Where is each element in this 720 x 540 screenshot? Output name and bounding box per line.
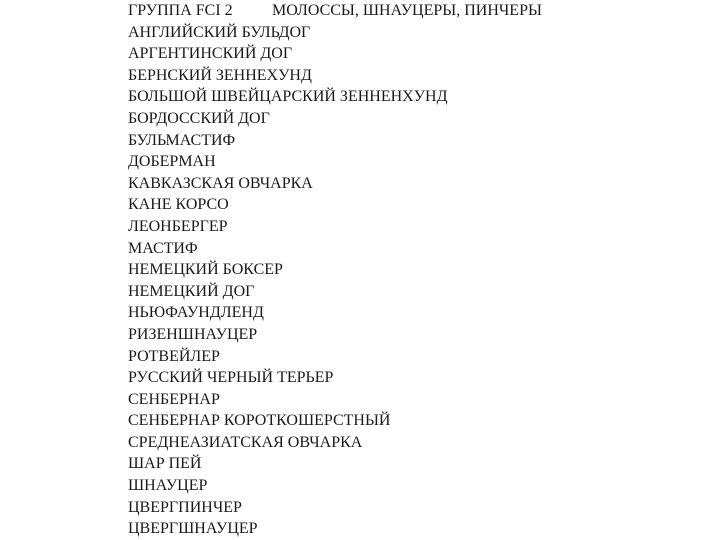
breed-item: СЕНБЕРНАР КОРОТКОШЕРСТНЫЙ bbox=[128, 412, 391, 430]
document-page bbox=[128, 0, 720, 540]
breed-list bbox=[128, 22, 720, 540]
breed-item: НЕМЕЦКИЙ БОКСЕР bbox=[128, 261, 283, 279]
breed-item: БОЛЬШОЙ ШВЕЙЦАРСКИЙ ЗЕННЕНХУНД bbox=[128, 88, 448, 106]
breed-item: ШНАУЦЕР bbox=[128, 477, 208, 495]
breed-item: РУССКИЙ ЧЕРНЫЙ ТЕРЬЕР bbox=[128, 369, 334, 387]
group-title: МОЛОССЫ, ШНАУЦЕРЫ, ПИНЧЕРЫ bbox=[272, 2, 542, 19]
breed-item: ДОБЕРМАН bbox=[128, 153, 216, 171]
breed-item: РОТВЕЙЛЕР bbox=[128, 347, 220, 365]
breed-item: СРЕДНЕАЗИАТСКАЯ ОВЧАРКА bbox=[128, 433, 363, 451]
breed-item: АНГЛИЙСКИЙ БУЛЬДОГ bbox=[128, 23, 311, 41]
breed-item: ШАР ПЕЙ bbox=[128, 455, 202, 473]
breed-item: СЕНБЕРНАР bbox=[128, 390, 220, 408]
breed-item: БОРДОССКИЙ ДОГ bbox=[128, 109, 270, 127]
breed-item: РИЗЕНШНАУЦЕР bbox=[128, 325, 258, 343]
breed-item: КАВКАЗСКАЯ ОВЧАРКА bbox=[128, 174, 313, 192]
breed-item: КАНЕ КОРСО bbox=[128, 196, 229, 214]
breed-item: ЦВЕРГПИНЧЕР bbox=[128, 498, 242, 516]
breed-item: БУЛЬМАСТИФ bbox=[128, 131, 236, 149]
group-heading bbox=[128, 0, 720, 22]
breed-item: БЕРНСКИЙ ЗЕННЕХУНД bbox=[128, 66, 312, 84]
breed-item: НЬЮФАУНДЛЕНД bbox=[128, 304, 264, 322]
breed-item: МАСТИФ bbox=[128, 239, 198, 257]
breed-item: АРГЕНТИНСКИЙ ДОГ bbox=[128, 45, 293, 63]
group-number: ГРУППА FCI 2 bbox=[128, 2, 233, 19]
breed-item: НЕМЕЦКИЙ ДОГ bbox=[128, 282, 255, 300]
breed-item: ЛЕОНБЕРГЕР bbox=[128, 217, 228, 235]
breed-item: ЦВЕРГШНАУЦЕР bbox=[128, 520, 258, 538]
